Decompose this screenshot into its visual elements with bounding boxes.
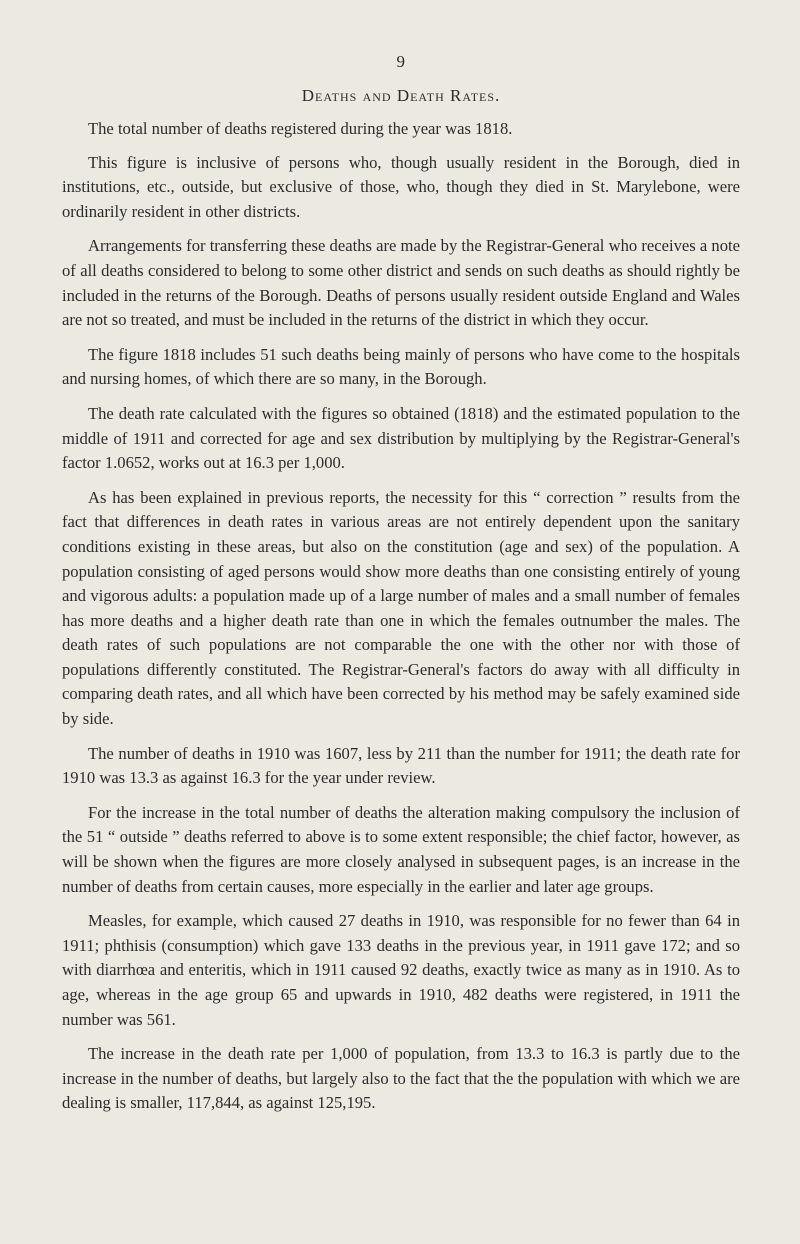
paragraph-transfer-arrangements: Arrangements for transferring these deaths are made by the Registrar-General who receives a note of all deaths considered to belong to some other district and sends on such deaths as should rightly be included in the returns of the Borough. Deaths of persons usually resident outside England and Wales are not so treated, and must be included in the returns of the district in which they occur. — [62, 236, 740, 330]
paragraph-total-deaths: The total number of deaths registered during the year was 1818. — [88, 119, 513, 138]
paragraph-rate-increase: The increase in the death rate per 1,000 of population, from 13.3 to 16.3 is partly due to the increase in the number of deaths, but largely also to the fact that the the population with which we are dealing is smaller, 117,844, as against 125,195. — [62, 1044, 740, 1113]
paragraph-measles-example: Measles, for example, which caused 27 deaths in 1910, was responsible for no fewer than 64 in 1911; phthisis (consumption) which gave 133 deaths in the previous year, in 1911 gave 172; and so with diarrhœa and enteritis, which in 1911 caused 92 deaths, exactly twice as many as in 1910. As to age, whereas in the age group 65 and upwards in 1910, 482 deaths were registered, in 1911 the number was 561. — [62, 911, 740, 1029]
paragraph-inclusive-persons: This figure is inclusive of persons who, though usually resident in the Borough, died in institutions, etc., outside, but exclusive of those, who, though they died in St. Marylebone, were ordinarily resident in other districts. — [62, 152, 740, 221]
paragraph-increase-factors: For the increase in the total number of deaths the alteration making compulsory the inclusion of the 51 “ outside ” deaths referred to above is to some extent responsible; the chief factor, however, as will be shown when the figures are more closely analysed in subsequent pages, is an increase in the number of deaths from certain causes, more especially in the earlier and later age groups. — [62, 802, 740, 896]
paragraph-correction-explanation: As has been explained in previous reports, the necessity for this “ correction ” results from the fact that differences in death rates in various areas are not entirely dependent upon the sanitary conditions existing in these areas, but also on the constitution (age and sex) of the population. A population consisting of aged persons would show more deaths than one consisting entirely of young and vigorous adults: a population made up of a large number of males and a small number of females has more deaths and a higher death rate than one in which the females outnumber the males. The death rates of such populations are not comparable the one with the other nor with those of populations differently constituted. The Registrar-General's factors do away with all difficulty in comparing death rates, and all which have been corrected by his method may be safely examined side by side. — [62, 487, 740, 729]
paragraph-hospital-deaths: The figure 1818 includes 51 such deaths being mainly of persons who have come to the hospitals and nursing homes, of which there are so many, in the Borough. — [62, 344, 740, 389]
paragraph-death-rate: The death rate calculated with the figures so obtained (1818) and the estimated population to the middle of 1911 and corrected for age and sex distribution by multiplying by the Registrar-General's factor 1.0652, works out at 16.3 per 1,000. — [62, 403, 740, 473]
document-page — [62, 52, 740, 1126]
page-number: 9 — [396, 52, 406, 71]
paragraph-1910-comparison: The number of deaths in 1910 was 1607, less by 211 than the number for 1911; the death rate for 1910 was 13.3 as against 16.3 for the year under review. — [62, 743, 740, 788]
section-heading: Deaths and Death Rates. — [301, 86, 501, 105]
